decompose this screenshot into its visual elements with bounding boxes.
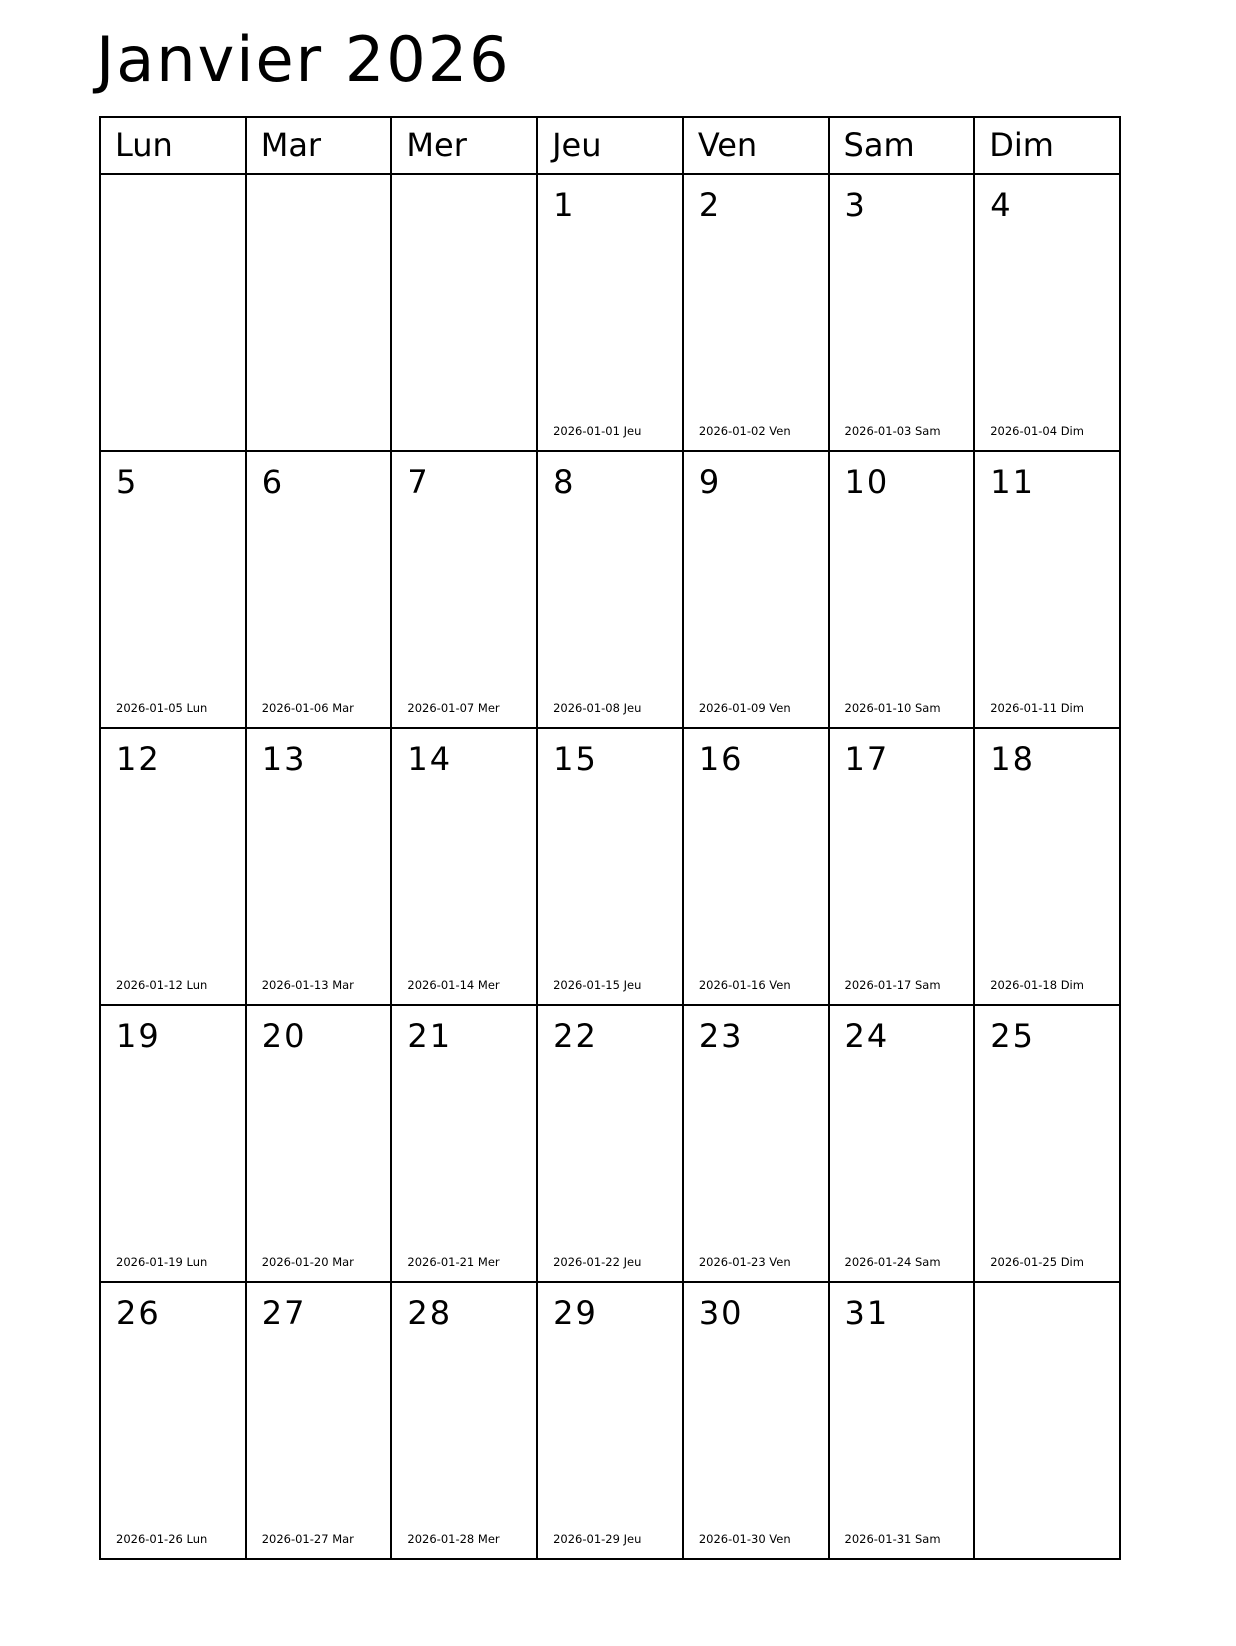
day-date-label: 2026-01-13 Mar <box>261 978 354 992</box>
day-date-label: 2026-01-26 Lun <box>116 1532 208 1546</box>
week-row <box>100 451 1120 728</box>
weekday-header: Lun <box>100 117 246 174</box>
day-cell-content <box>830 729 974 1004</box>
day-cell-content <box>975 452 1119 727</box>
day-date-label: 2026-01-05 Lun <box>116 701 208 715</box>
day-number: 23 <box>698 1017 744 1055</box>
day-cell-content <box>830 175 974 450</box>
day-number: 6 <box>261 463 285 501</box>
day-number: 22 <box>553 1017 598 1055</box>
day-number: 4 <box>990 186 1013 224</box>
day-number: 3 <box>844 186 867 224</box>
day-number: 12 <box>116 740 161 778</box>
calendar-body <box>100 174 1120 1559</box>
day-date-label: 2026-01-28 Mer <box>407 1532 500 1546</box>
day-number: 8 <box>553 463 576 501</box>
day-date-label: 2026-01-09 Ven <box>698 701 791 715</box>
day-date-label: 2026-01-15 Jeu <box>553 978 642 992</box>
day-number: 26 <box>116 1294 161 1332</box>
day-number: 1 <box>553 186 576 224</box>
day-number: 31 <box>844 1294 890 1332</box>
day-number: 30 <box>698 1294 744 1332</box>
day-date-label: 2026-01-01 Jeu <box>553 424 642 438</box>
day-cell <box>683 174 829 451</box>
day-cell <box>683 728 829 1005</box>
day-cell-content <box>247 1006 391 1281</box>
day-date-label: 2026-01-10 Sam <box>844 701 941 715</box>
day-cell <box>829 1282 975 1559</box>
empty-day-cell <box>974 1282 1120 1559</box>
day-number: 29 <box>553 1294 598 1332</box>
weekday-header: Jeu <box>537 117 683 174</box>
day-number: 17 <box>844 740 890 778</box>
day-cell <box>683 451 829 728</box>
day-cell <box>974 728 1120 1005</box>
day-number: 2 <box>698 186 722 224</box>
day-cell-content <box>392 452 536 727</box>
week-row <box>100 1005 1120 1282</box>
day-date-label: 2026-01-22 Jeu <box>553 1255 642 1269</box>
day-number: 19 <box>116 1017 161 1055</box>
day-cell-content <box>684 729 828 1004</box>
page-title: Janvier 2026 <box>96 23 511 96</box>
weekday-header-row <box>100 117 1120 174</box>
day-cell-content <box>538 729 682 1004</box>
day-cell <box>246 1005 392 1282</box>
day-cell <box>537 728 683 1005</box>
day-cell-content <box>392 1006 536 1281</box>
day-number: 14 <box>407 740 453 778</box>
day-date-label: 2026-01-17 Sam <box>844 978 941 992</box>
day-date-label: 2026-01-16 Ven <box>698 978 791 992</box>
day-cell-content <box>538 452 682 727</box>
day-date-label: 2026-01-08 Jeu <box>553 701 642 715</box>
day-date-label: 2026-01-03 Sam <box>844 424 941 438</box>
day-cell <box>974 174 1120 451</box>
day-cell <box>537 1282 683 1559</box>
day-cell <box>537 451 683 728</box>
day-cell-content <box>247 1283 391 1558</box>
day-date-label: 2026-01-07 Mer <box>407 701 500 715</box>
day-number: 27 <box>261 1294 307 1332</box>
day-cell <box>537 174 683 451</box>
day-date-label: 2026-01-18 Dim <box>990 978 1084 992</box>
day-cell-content <box>830 1006 974 1281</box>
day-cell-content <box>538 1283 682 1558</box>
day-date-label: 2026-01-24 Sam <box>844 1255 941 1269</box>
day-number: 24 <box>844 1017 890 1055</box>
day-date-label: 2026-01-31 Sam <box>844 1532 941 1546</box>
day-cell-content <box>101 729 245 1004</box>
day-date-label: 2026-01-21 Mer <box>407 1255 500 1269</box>
week-row <box>100 174 1120 451</box>
empty-day-cell <box>391 174 537 451</box>
day-cell <box>829 451 975 728</box>
day-date-label: 2026-01-30 Ven <box>698 1532 791 1546</box>
weekday-header: Mer <box>391 117 537 174</box>
empty-day-cell <box>246 174 392 451</box>
day-cell-content <box>101 1283 245 1558</box>
weekday-header: Mar <box>246 117 392 174</box>
day-cell <box>974 451 1120 728</box>
weekday-header: Sam <box>829 117 975 174</box>
day-cell-content <box>975 175 1119 450</box>
day-cell-content <box>101 1006 245 1281</box>
day-number: 10 <box>844 463 890 501</box>
day-cell <box>683 1005 829 1282</box>
day-cell-content <box>975 729 1119 1004</box>
day-cell <box>829 174 975 451</box>
week-row <box>100 728 1120 1005</box>
empty-day-cell <box>100 174 246 451</box>
day-cell <box>391 1282 537 1559</box>
day-cell <box>100 1005 246 1282</box>
day-cell <box>100 1282 246 1559</box>
day-number: 7 <box>407 463 430 501</box>
day-cell <box>829 1005 975 1282</box>
day-cell-content <box>684 452 828 727</box>
day-cell-content <box>247 729 391 1004</box>
day-cell <box>391 728 537 1005</box>
day-cell-content <box>684 175 828 450</box>
day-cell <box>246 728 392 1005</box>
day-cell-content <box>830 452 974 727</box>
day-cell-content <box>538 1006 682 1281</box>
weekday-header: Dim <box>974 117 1120 174</box>
day-number: 28 <box>407 1294 453 1332</box>
day-cell <box>246 451 392 728</box>
day-cell <box>537 1005 683 1282</box>
day-cell <box>391 451 537 728</box>
day-number: 18 <box>990 740 1035 778</box>
day-cell-content <box>538 175 682 450</box>
day-cell-content <box>830 1283 974 1558</box>
day-number: 20 <box>261 1017 307 1055</box>
day-cell-content <box>392 729 536 1004</box>
day-cell-content <box>392 1283 536 1558</box>
day-date-label: 2026-01-29 Jeu <box>553 1532 642 1546</box>
day-number: 15 <box>553 740 598 778</box>
day-number: 21 <box>407 1017 453 1055</box>
day-date-label: 2026-01-06 Mar <box>261 701 354 715</box>
day-date-label: 2026-01-23 Ven <box>698 1255 791 1269</box>
day-cell <box>829 728 975 1005</box>
day-cell <box>391 1005 537 1282</box>
day-cell-content <box>101 452 245 727</box>
day-cell-content <box>975 1006 1119 1281</box>
weekday-header: Ven <box>683 117 829 174</box>
day-date-label: 2026-01-12 Lun <box>116 978 208 992</box>
day-cell-content <box>684 1283 828 1558</box>
day-cell <box>683 1282 829 1559</box>
day-number: 11 <box>990 463 1035 501</box>
day-number: 25 <box>990 1017 1035 1055</box>
day-date-label: 2026-01-27 Mar <box>261 1532 354 1546</box>
day-date-label: 2026-01-14 Mer <box>407 978 500 992</box>
day-date-label: 2026-01-02 Ven <box>698 424 791 438</box>
day-number: 5 <box>116 463 139 501</box>
day-number: 13 <box>261 740 307 778</box>
day-cell-content <box>247 452 391 727</box>
week-row <box>100 1282 1120 1559</box>
calendar-grid <box>99 116 1121 1560</box>
day-date-label: 2026-01-25 Dim <box>990 1255 1084 1269</box>
day-cell <box>246 1282 392 1559</box>
day-number: 9 <box>698 463 722 501</box>
day-number: 16 <box>698 740 744 778</box>
day-date-label: 2026-01-11 Dim <box>990 701 1084 715</box>
day-date-label: 2026-01-04 Dim <box>990 424 1084 438</box>
day-cell <box>100 451 246 728</box>
day-cell-content <box>684 1006 828 1281</box>
day-cell <box>974 1005 1120 1282</box>
day-date-label: 2026-01-20 Mar <box>261 1255 354 1269</box>
day-date-label: 2026-01-19 Lun <box>116 1255 208 1269</box>
day-cell <box>100 728 246 1005</box>
